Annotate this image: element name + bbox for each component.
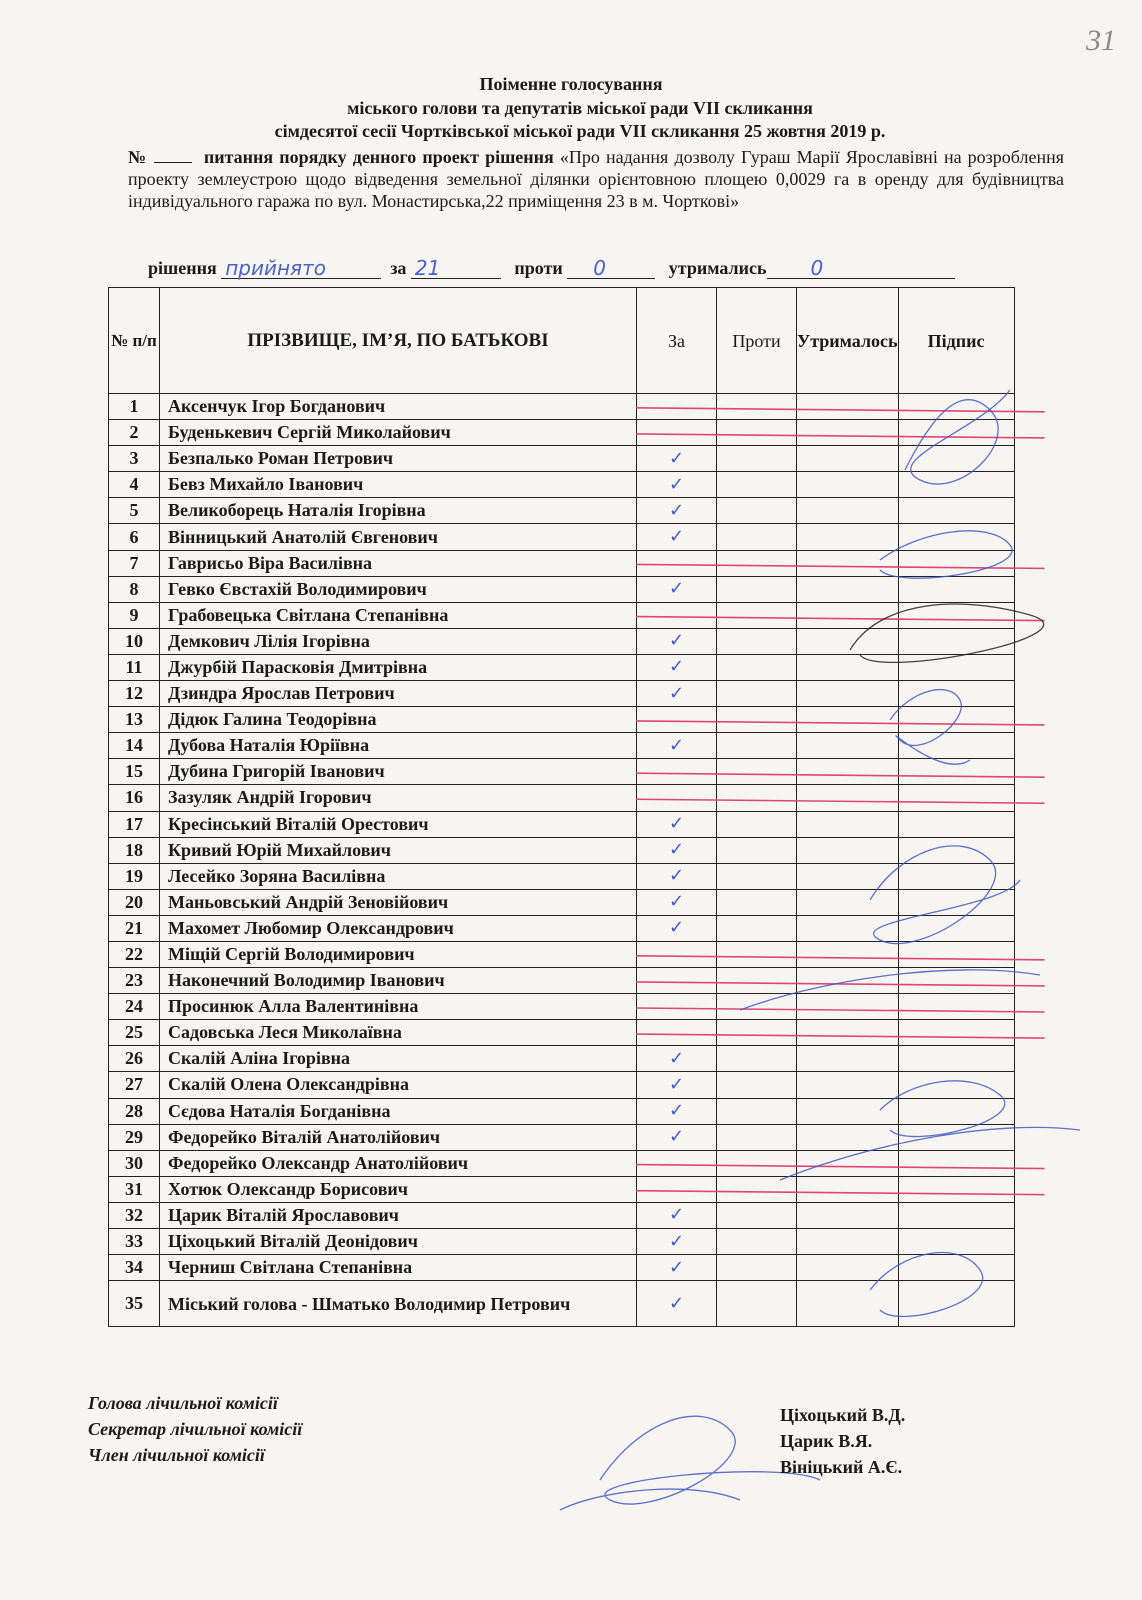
vote-for (637, 602, 717, 628)
abstain-label: утримались (668, 258, 767, 278)
member-name: Вінницький Анатолій Євгенович (160, 524, 637, 550)
member-name: Просинюк Алла Валентинівна (160, 994, 637, 1020)
num: 27 (109, 1072, 160, 1098)
signature-cell (898, 420, 1014, 446)
vote-for (637, 550, 717, 576)
num: 15 (109, 759, 160, 785)
vote-abstain (797, 941, 899, 967)
member-name: Федорейко Віталій Анатолійович (160, 1124, 637, 1150)
num: 8 (109, 576, 160, 602)
member-name: Зазуляк Андрій Ігорович (160, 785, 637, 811)
vote-abstain (797, 654, 899, 680)
role-chair: Голова лічильної комісії (88, 1393, 278, 1413)
signature-cell (898, 524, 1014, 550)
vote-abstain (797, 863, 899, 889)
col-signature-header: Підпис (898, 288, 1014, 394)
table-row (109, 1020, 1015, 1046)
table-row (109, 602, 1015, 628)
vote-against (717, 811, 797, 837)
member-name: Аксенчук Ігор Богданович (160, 394, 637, 420)
question-lead: питання порядку денного проект рішення (203, 147, 554, 167)
against-value: 0 (593, 256, 607, 280)
table-row (109, 576, 1015, 602)
vote-for: ✓ (637, 811, 717, 837)
table-row (109, 420, 1015, 446)
vote-against (717, 1124, 797, 1150)
vote-against (717, 1072, 797, 1098)
signature-cell (898, 602, 1014, 628)
abstain-field (767, 258, 955, 279)
document-subtitle: міського голови та депутатів міської ради VII скликання (347, 98, 813, 118)
vote-abstain (797, 1046, 899, 1072)
signature-cell (898, 1255, 1014, 1281)
num: 13 (109, 707, 160, 733)
signature-cell (898, 498, 1014, 524)
signature-cell (898, 915, 1014, 941)
num: 9 (109, 602, 160, 628)
vote-against (717, 707, 797, 733)
signature-cell (898, 837, 1014, 863)
member-name: Сєдова Наталія Богданівна (160, 1098, 637, 1124)
signature-cell (898, 550, 1014, 576)
table-row (109, 446, 1015, 472)
decision-line (148, 258, 1048, 279)
table-row (109, 941, 1015, 967)
vote-table (108, 287, 1015, 1327)
signature-cell (898, 1072, 1014, 1098)
table-row (109, 1072, 1015, 1098)
vote-abstain (797, 837, 899, 863)
signature-cell (898, 576, 1014, 602)
signature-cell (898, 1150, 1014, 1176)
num: 24 (109, 994, 160, 1020)
vote-abstain (797, 1072, 899, 1098)
vote-abstain (797, 707, 899, 733)
for-field (411, 258, 501, 279)
vote-for: ✓ (637, 889, 717, 915)
commission-names (780, 1402, 905, 1480)
signature-cell (898, 1202, 1014, 1228)
vote-abstain (797, 681, 899, 707)
vote-against (717, 915, 797, 941)
vote-for: ✓ (637, 472, 717, 498)
signature-cell (898, 1176, 1014, 1202)
table-row (109, 654, 1015, 680)
vote-for: ✓ (637, 1229, 717, 1255)
member-name: Кривий Юрій Михайлович (160, 837, 637, 863)
num: 7 (109, 550, 160, 576)
vote-for (637, 1020, 717, 1046)
vote-against (717, 550, 797, 576)
num: 2 (109, 420, 160, 446)
signature-cell (898, 446, 1014, 472)
vote-abstain (797, 1281, 899, 1327)
vote-against (717, 733, 797, 759)
num: 25 (109, 1020, 160, 1046)
vote-for (637, 968, 717, 994)
member-name: Міський голова - Шматько Володимир Петрович (160, 1281, 637, 1327)
signature-cell (898, 968, 1014, 994)
vote-against (717, 1229, 797, 1255)
vote-against (717, 576, 797, 602)
num: 33 (109, 1229, 160, 1255)
vote-against (717, 968, 797, 994)
table-row (109, 628, 1015, 654)
vote-against (717, 1176, 797, 1202)
signature-cell (898, 733, 1014, 759)
decision-value: прийнято (225, 256, 326, 280)
vote-abstain (797, 733, 899, 759)
table-row (109, 811, 1015, 837)
vote-for: ✓ (637, 524, 717, 550)
num: 10 (109, 628, 160, 654)
table-row (109, 1176, 1015, 1202)
vote-against (717, 681, 797, 707)
num: 17 (109, 811, 160, 837)
number-sign: № (128, 147, 148, 167)
vote-abstain (797, 394, 899, 420)
vote-for (637, 1150, 717, 1176)
name-chair: Ціхоцький В.Д. (780, 1405, 906, 1425)
vote-for: ✓ (637, 628, 717, 654)
member-name: Скалій Олена Олександрівна (160, 1072, 637, 1098)
vote-abstain (797, 1255, 899, 1281)
vote-against (717, 1202, 797, 1228)
vote-abstain (797, 524, 899, 550)
member-name: Скалій Аліна Ігорівна (160, 1046, 637, 1072)
vote-for: ✓ (637, 498, 717, 524)
member-name: Лесейко Зоряна Василівна (160, 863, 637, 889)
vote-against (717, 628, 797, 654)
signature-cell (898, 863, 1014, 889)
num: 1 (109, 394, 160, 420)
role-member: Член лічильної комісії (88, 1445, 265, 1465)
member-name: Хотюк Олександр Борисович (160, 1176, 637, 1202)
vote-for: ✓ (637, 915, 717, 941)
vote-against (717, 602, 797, 628)
table-row (109, 785, 1015, 811)
member-name: Демкович Лілія Ігорівна (160, 628, 637, 654)
signature-cell (898, 1281, 1014, 1327)
vote-for (637, 759, 717, 785)
vote-against (717, 472, 797, 498)
num: 30 (109, 1150, 160, 1176)
vote-for: ✓ (637, 576, 717, 602)
vote-for: ✓ (637, 1281, 717, 1327)
vote-abstain (797, 968, 899, 994)
vote-abstain (797, 446, 899, 472)
table-row (109, 472, 1015, 498)
table-row (109, 915, 1015, 941)
vote-for: ✓ (637, 863, 717, 889)
vote-against (717, 1020, 797, 1046)
vote-against (717, 1255, 797, 1281)
vote-against (717, 994, 797, 1020)
member-name: Гаврисьо Віра Василівна (160, 550, 637, 576)
vote-abstain (797, 1176, 899, 1202)
vote-against (717, 1281, 797, 1327)
num: 22 (109, 941, 160, 967)
table-row (109, 550, 1015, 576)
member-name: Безпалько Роман Петрович (160, 446, 637, 472)
table-row (109, 1124, 1015, 1150)
col-against-header: Проти (717, 288, 797, 394)
vote-for (637, 394, 717, 420)
vote-for: ✓ (637, 1098, 717, 1124)
member-name: Гевко Євстахій Володимирович (160, 576, 637, 602)
vote-for: ✓ (637, 733, 717, 759)
vote-against (717, 785, 797, 811)
signature-cell (898, 1098, 1014, 1124)
number-blank (154, 148, 192, 163)
num: 16 (109, 785, 160, 811)
table-row (109, 889, 1015, 915)
vote-abstain (797, 1124, 899, 1150)
member-name: Черниш Світлана Степанівна (160, 1255, 637, 1281)
vote-abstain (797, 576, 899, 602)
signature-cell (898, 1020, 1014, 1046)
vote-abstain (797, 759, 899, 785)
col-num-header: № п/п (109, 288, 160, 394)
num: 11 (109, 654, 160, 680)
vote-against (717, 1098, 797, 1124)
vote-abstain (797, 994, 899, 1020)
role-secretary: Секретар лічильної комісії (88, 1419, 303, 1439)
table-row (109, 1046, 1015, 1072)
table-row (109, 498, 1015, 524)
member-name: Садовська Леся Миколаївна (160, 1020, 637, 1046)
vote-for: ✓ (637, 681, 717, 707)
num: 31 (109, 1176, 160, 1202)
vote-abstain (797, 785, 899, 811)
vote-abstain (797, 1150, 899, 1176)
num: 23 (109, 968, 160, 994)
vote-abstain (797, 811, 899, 837)
vote-for: ✓ (637, 654, 717, 680)
vote-abstain (797, 1020, 899, 1046)
vote-against (717, 446, 797, 472)
for-value: 21 (414, 256, 441, 280)
vote-abstain (797, 602, 899, 628)
table-row (109, 968, 1015, 994)
vote-abstain (797, 889, 899, 915)
table-row (109, 759, 1015, 785)
signature-cell (898, 394, 1014, 420)
against-label: проти (514, 258, 563, 278)
decision-label: рішення (148, 258, 217, 278)
vote-for: ✓ (637, 1124, 717, 1150)
member-name: Маньовський Андрій Зеновійович (160, 889, 637, 915)
num: 19 (109, 863, 160, 889)
member-name: Федорейко Олександр Анатолійович (160, 1150, 637, 1176)
signature-cell (898, 994, 1014, 1020)
vote-abstain (797, 472, 899, 498)
num: 32 (109, 1202, 160, 1228)
vote-for: ✓ (637, 1072, 717, 1098)
vote-for: ✓ (637, 1202, 717, 1228)
num: 28 (109, 1098, 160, 1124)
table-row (109, 1098, 1015, 1124)
vote-against (717, 1046, 797, 1072)
question-text: «Про надання дозволу Гураш Марії Ярославівні на розроблення проекту землеустрою щодо відведення земельної ділянки орієнтовною площею 0,0029 га в оренду для будівництва індивідуального гаража по вул. Монастирська,22 приміщення 23 в м. Чорткові» (128, 147, 1065, 211)
vote-against (717, 420, 797, 446)
num: 4 (109, 472, 160, 498)
num: 35 (109, 1281, 160, 1327)
num: 26 (109, 1046, 160, 1072)
member-name: Дубова Наталія Юріївна (160, 733, 637, 759)
num: 5 (109, 498, 160, 524)
table-row (109, 863, 1015, 889)
vote-against (717, 941, 797, 967)
table-row (109, 707, 1015, 733)
vote-for: ✓ (637, 1046, 717, 1072)
vote-abstain (797, 915, 899, 941)
vote-for: ✓ (637, 837, 717, 863)
num: 29 (109, 1124, 160, 1150)
signature-cell (898, 759, 1014, 785)
signature-cell (898, 941, 1014, 967)
vote-for: ✓ (637, 1255, 717, 1281)
table-row (109, 1255, 1015, 1281)
for-label: за (390, 258, 407, 278)
signature-cell (898, 889, 1014, 915)
table-row (109, 1229, 1015, 1255)
num: 20 (109, 889, 160, 915)
vote-abstain (797, 498, 899, 524)
member-name: Бевз Михайло Іванович (160, 472, 637, 498)
table-row (109, 837, 1015, 863)
vote-abstain (797, 1098, 899, 1124)
signature-cell (898, 1229, 1014, 1255)
table-row (109, 681, 1015, 707)
vote-for (637, 941, 717, 967)
against-field (567, 258, 655, 279)
table-row (109, 1281, 1015, 1327)
member-name: Кресінський Віталій Орестович (160, 811, 637, 837)
col-abstain-header: Утрималось (797, 288, 899, 394)
vote-rows (109, 394, 1015, 1327)
col-name-header: ПРІЗВИЩЕ, ІМ’Я, ПО БАТЬКОВІ (160, 288, 637, 394)
member-name: Царик Віталій Ярославович (160, 1202, 637, 1228)
num: 12 (109, 681, 160, 707)
signature-cell (898, 1046, 1014, 1072)
num: 14 (109, 733, 160, 759)
decision-field (221, 258, 381, 279)
member-name: Дідюк Галина Теодорівна (160, 707, 637, 733)
session-line: сімдесятої сесії Чортківської міської ради VII скликання 25 жовтня 2019 р. (274, 121, 886, 141)
num: 21 (109, 915, 160, 941)
col-for-header: За (637, 288, 717, 394)
signature-cell (898, 1124, 1014, 1150)
num: 6 (109, 524, 160, 550)
member-name: Джурбій Парасковія Дмитрівна (160, 654, 637, 680)
signature-cell (898, 811, 1014, 837)
vote-against (717, 394, 797, 420)
vote-for (637, 785, 717, 811)
signature-cell (898, 707, 1014, 733)
member-name: Махомет Любомир Олександрович (160, 915, 637, 941)
member-name: Буденькевич Сергій Миколайович (160, 420, 637, 446)
vote-for (637, 994, 717, 1020)
signature-cell (898, 654, 1014, 680)
table-row (109, 1150, 1015, 1176)
member-name: Великоборець Наталія Ігорівна (160, 498, 637, 524)
table-row (109, 733, 1015, 759)
signature-cell (898, 472, 1014, 498)
member-name: Наконечний Володимир Іванович (160, 968, 637, 994)
num: 18 (109, 837, 160, 863)
table-row (109, 994, 1015, 1020)
vote-against (717, 654, 797, 680)
vote-for: ✓ (637, 446, 717, 472)
signature-cell (898, 628, 1014, 654)
signature-cell (898, 785, 1014, 811)
vote-for (637, 420, 717, 446)
vote-abstain (797, 420, 899, 446)
member-name: Ціхоцький Віталій Деонідович (160, 1229, 637, 1255)
vote-for (637, 1176, 717, 1202)
signature-cell (898, 681, 1014, 707)
member-name: Дзиндра Ярослав Петрович (160, 681, 637, 707)
name-secretary: Царик В.Я. (780, 1431, 873, 1451)
vote-against (717, 837, 797, 863)
table-row (109, 524, 1015, 550)
vote-abstain (797, 550, 899, 576)
vote-for (637, 707, 717, 733)
vote-against (717, 1150, 797, 1176)
name-member: Вініцький А.Є. (780, 1457, 903, 1477)
page-number: 31 (1086, 24, 1116, 57)
vote-against (717, 759, 797, 785)
vote-against (717, 498, 797, 524)
vote-abstain (797, 628, 899, 654)
vote-against (717, 863, 797, 889)
agenda-question (128, 146, 1064, 212)
vote-against (717, 524, 797, 550)
table-row (109, 1202, 1015, 1228)
num: 34 (109, 1255, 160, 1281)
num: 3 (109, 446, 160, 472)
vote-against (717, 889, 797, 915)
abstain-value: 0 (810, 256, 824, 280)
vote-abstain (797, 1229, 899, 1255)
commission-roles (88, 1390, 302, 1468)
member-name: Міщій Сергій Володимирович (160, 941, 637, 967)
member-name: Дубина Григорій Іванович (160, 759, 637, 785)
member-name: Грабовецька Світлана Степанівна (160, 602, 637, 628)
table-row (109, 394, 1015, 420)
document-title: Поіменне голосування (479, 74, 663, 94)
vote-abstain (797, 1202, 899, 1228)
